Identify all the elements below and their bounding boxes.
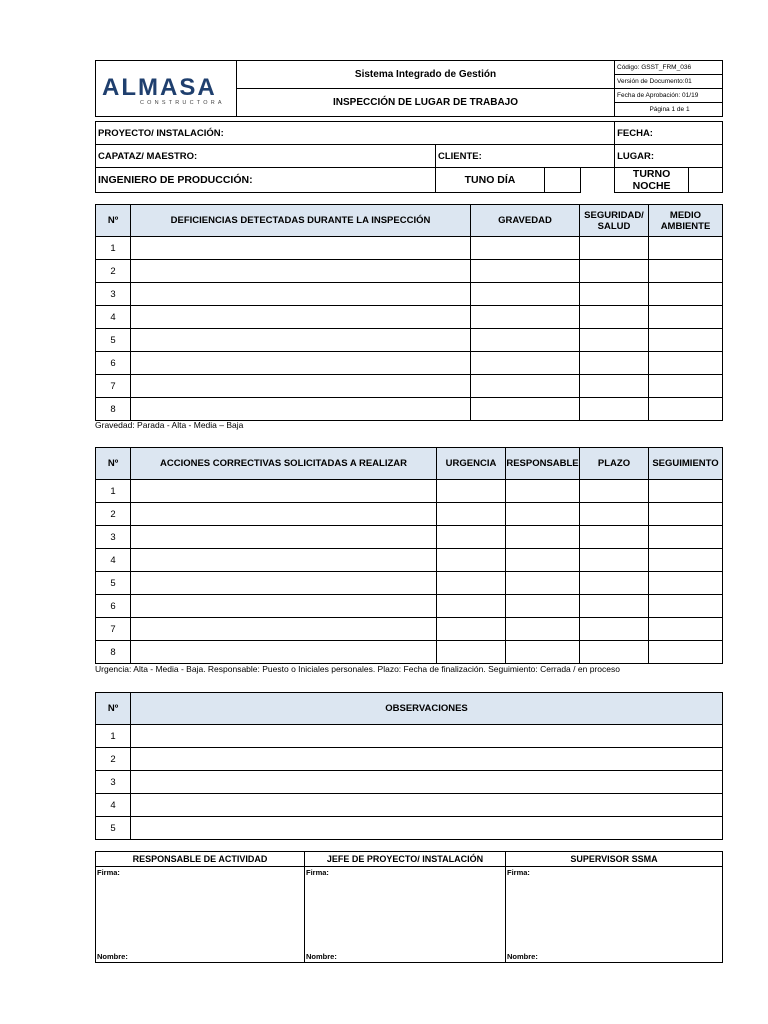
col-gravedad: GRAVEDAD [471,205,580,237]
turno-noche-checkbox[interactable] [689,168,723,193]
firma-label: Firma: [507,868,530,877]
col-plazo: PLAZO [580,448,649,480]
table-row[interactable]: 3 [96,526,723,549]
pagina: Página 1 de 1 [615,103,723,117]
table-row[interactable]: 5 [96,572,723,595]
col-deficiencias: DEFICIENCIAS DETECTADAS DURANTE LA INSPECCIÓN [131,205,471,237]
col-seguridad: SEGURIDAD/ SALUD [580,205,649,237]
col-responsable-actividad: RESPONSABLE DE ACTIVIDAD [96,852,305,867]
version: Versión de Documento:01 [615,75,723,89]
table-row[interactable]: 2 [96,503,723,526]
capataz-field[interactable]: CAPATAZ/ MAESTRO: [96,145,436,168]
table-row[interactable]: 4 [96,549,723,572]
table-row[interactable]: 5 [96,329,723,352]
ingeniero-field[interactable]: INGENIERO DE PRODUCCIÓN: [96,168,436,193]
col-supervisor-ssma: SUPERVISOR SSMA [506,852,723,867]
table-row[interactable]: 5 [96,817,723,840]
signature-box[interactable] [96,867,305,963]
fecha-field[interactable]: FECHA: [615,122,723,145]
table-row[interactable]: 8 [96,641,723,664]
table-row[interactable]: 3 [96,283,723,306]
table-row[interactable]: 3 [96,771,723,794]
table-row[interactable]: 2 [96,260,723,283]
nombre-label: Nombre: [306,952,337,961]
turno-gap [581,168,615,193]
turno-dia-checkbox[interactable] [545,168,581,193]
col-n: Nº [96,448,131,480]
table-row[interactable]: 6 [96,352,723,375]
header-table [95,60,723,117]
observaciones-table [95,692,723,840]
col-observaciones: OBSERVACIONES [131,693,723,725]
almasa-logo [96,61,235,115]
signature-box[interactable] [305,867,506,963]
cliente-field[interactable]: CLIENTE: [436,145,615,168]
table-row[interactable]: 1 [96,480,723,503]
firma-label: Firma: [97,868,120,877]
nombre-label: Nombre: [97,952,128,961]
table-row[interactable]: 1 [96,725,723,748]
table-row[interactable]: 4 [96,794,723,817]
acciones-table [95,447,723,664]
col-responsable: RESPONSABLE [506,448,580,480]
deficiencias-table [95,204,723,421]
fecha-aprobacion: Fecha de Aprobación: 01/19 [615,89,723,103]
codigo: Código: GSST_FRM_036 [615,61,723,75]
form-title: INSPECCIÓN DE LUGAR DE TRABAJO [237,89,615,117]
proyecto-field[interactable]: PROYECTO/ INSTALACIÓN: [96,122,615,145]
turno-noche-label: TURNO NOCHE [615,168,689,193]
info-table [95,121,723,193]
lugar-field[interactable]: LUGAR: [615,145,723,168]
col-acciones: ACCIONES CORRECTIVAS SOLICITADAS A REALIZAR [131,448,437,480]
turno-dia-label: TUNO DÍA [436,168,545,193]
table-row[interactable]: 6 [96,595,723,618]
col-urgencia: URGENCIA [437,448,506,480]
urgencia-note: Urgencia: Alta - Media - Baja. Responsable: Puesto o Iniciales personales. Plazo: Fecha de finalización. Seguimiento: Cerrada / en proceso [95,664,620,674]
col-seguimiento: SEGUIMIENTO [649,448,723,480]
logo-subtitle: CONSTRUCTORA [140,100,225,106]
logo-text: ALMASA [102,74,217,101]
col-n: Nº [96,693,131,725]
col-jefe-proyecto: JEFE DE PROYECTO/ INSTALACIÓN [305,852,506,867]
nombre-label: Nombre: [507,952,538,961]
table-row[interactable]: 8 [96,398,723,421]
table-row[interactable]: 2 [96,748,723,771]
table-row[interactable]: 1 [96,237,723,260]
system-title: Sistema Integrado de Gestión [237,61,615,89]
table-row[interactable]: 7 [96,618,723,641]
table-row[interactable]: 7 [96,375,723,398]
col-medio-ambiente: MEDIO AMBIENTE [649,205,723,237]
firma-label: Firma: [306,868,329,877]
logo-cell [96,61,237,117]
signature-box[interactable] [506,867,723,963]
table-row[interactable]: 4 [96,306,723,329]
firmas-table [95,851,723,963]
col-n: Nº [96,205,131,237]
gravedad-note: Gravedad: Parada - Alta - Media – Baja [95,420,244,430]
